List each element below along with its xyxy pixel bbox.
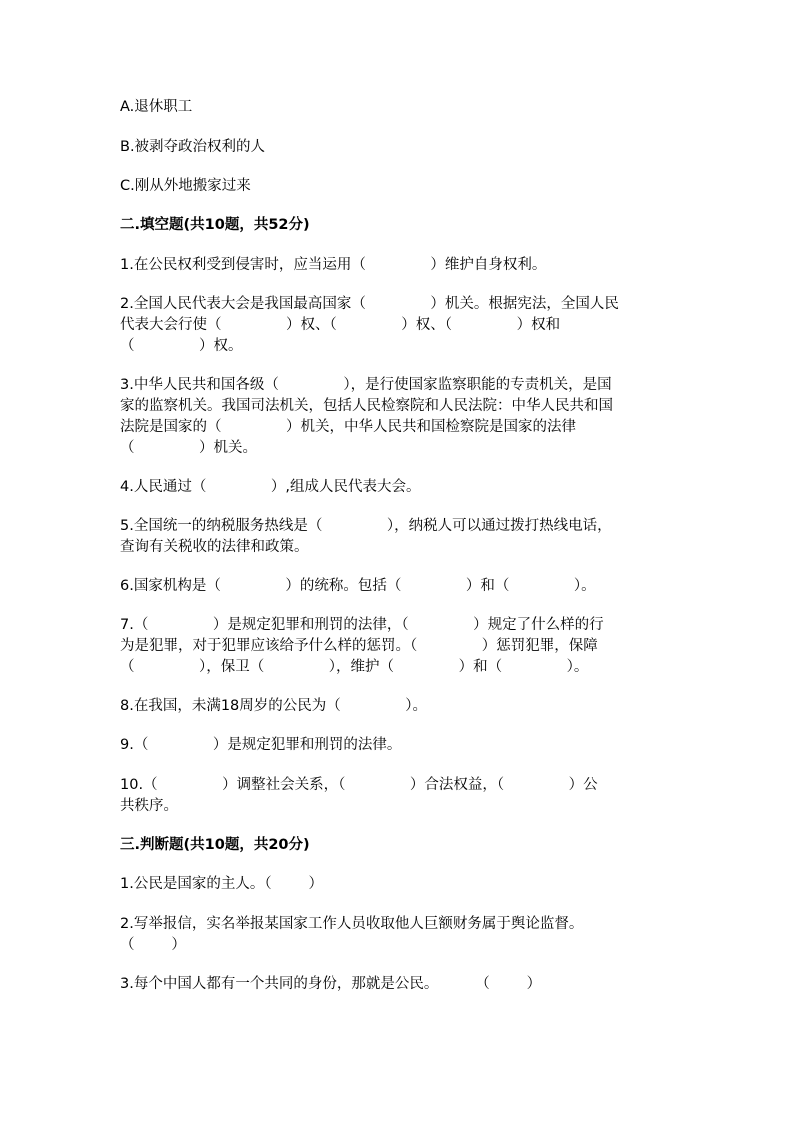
option-b: B.被剥夺政治权利的人 xyxy=(120,139,266,155)
fill-question-3-line-3: 法院是国家的（ ）机关，中华人民共和国检察院是国家的法律 xyxy=(120,419,577,435)
fill-question-1-line-1: 1.在公民权利受到侵害时，应当运用（ ）维护自身权利。 xyxy=(120,257,547,273)
fill-question-7-line-3: （ ），保卫（ ），维护（ ）和（ ）。 xyxy=(120,659,589,675)
fill-question-5-line-2: 查询有关税收的法律和政策。 xyxy=(120,539,309,555)
judge-question-2-line-2: （ ） xyxy=(120,937,186,953)
fill-question-7-line-1: 7.（ ）是规定犯罪和刑罚的法律，（ ）规定了什么样的行 xyxy=(120,617,604,633)
option-a: A.退休职工 xyxy=(120,99,193,115)
fill-question-3-line-2: 家的监察机关。我国司法机关，包括人民检察院和人民法院：中华人民共和国 xyxy=(120,398,613,414)
judge-question-3-line-1: 3.每个中国人都有一个共同的身份，那就是公民。 （ ） xyxy=(120,976,542,992)
fill-question-9-line-1: 9.（ ）是规定犯罪和刑罚的法律。 xyxy=(120,737,402,753)
section-2-heading: 二.填空题(共10题，共52分) xyxy=(120,217,310,233)
fill-question-3-line-1: 3.中华人民共和国各级（ ），是行使国家监察职能的专责机关，是国 xyxy=(120,377,612,393)
fill-question-8-line-1: 8.在我国，未满18周岁的公民为（ ）。 xyxy=(120,698,428,714)
judge-question-2-line-1: 2.写举报信，实名举报某国家工作人员收取他人巨额财务属于舆论监督。 xyxy=(120,916,584,932)
fill-question-2-line-2: 代表大会行使（ ）权、（ ）权、（ ）权和 xyxy=(120,317,561,333)
option-c: C.刚从外地搬家过来 xyxy=(120,178,251,194)
fill-question-6-line-1: 6.国家机构是（ ）的统称。包括（ ）和（ ）。 xyxy=(120,578,596,594)
fill-question-4-line-1: 4.人民通过（ ）,组成人民代表大会。 xyxy=(120,479,421,495)
section-3-heading: 三.判断题(共10题，共20分) xyxy=(120,837,310,853)
fill-question-2-line-1: 2.全国人民代表大会是我国最高国家（ ）机关。根据宪法，全国人民 xyxy=(120,296,619,312)
fill-question-5-line-1: 5.全国统一的纳税服务热线是（ ），纳税人可以通过拨打热线电话， xyxy=(120,518,612,534)
fill-question-2-line-3: （ ）权。 xyxy=(120,338,243,354)
fill-question-10-line-1: 10.（ ）调整社会关系，（ ）合法权益，（ ）公 xyxy=(120,777,598,793)
judge-question-1-line-1: 1.公民是国家的主人。（ ） xyxy=(120,876,323,892)
fill-question-3-line-4: （ ）机关。 xyxy=(120,440,258,456)
fill-question-10-line-2: 共秩序。 xyxy=(120,798,178,814)
fill-question-7-line-2: 为是犯罪，对于犯罪应该给予什么样的惩罚。（ ）惩罚犯罪，保障 xyxy=(120,638,598,654)
